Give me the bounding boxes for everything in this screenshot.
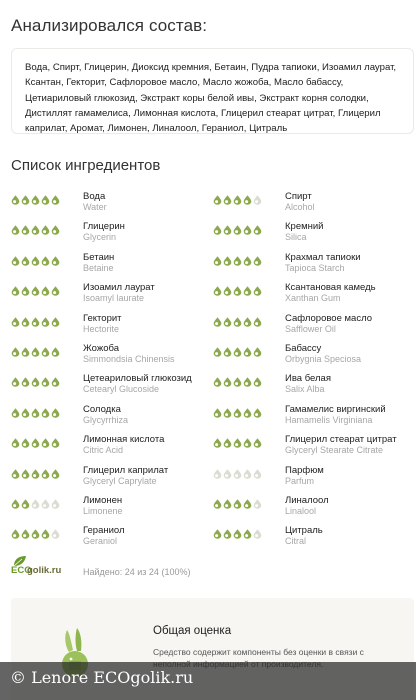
composition-item[interactable]: Сафлоровое масло: [109, 77, 198, 89]
drop-icon: [253, 225, 262, 235]
drop-icon: [213, 408, 222, 418]
drop-icon: [213, 438, 222, 448]
drop-icon: [233, 499, 242, 509]
drop-icon: [21, 347, 30, 357]
drop-icon: [233, 469, 242, 479]
ingredient-row[interactable]: [11, 191, 211, 221]
ingredient-latin: Limonene: [83, 506, 123, 516]
composition-separator: ,: [126, 62, 132, 73]
rating-drops: [213, 225, 262, 235]
rating-drops: [11, 225, 60, 235]
ingredient-latin: Citric Acid: [83, 445, 124, 456]
ingredient-name: Крахмал тапиоки: [285, 251, 361, 263]
ingredient-latin: Glyceryl Stearate Citrate: [285, 445, 384, 456]
ingredient-row[interactable]: [213, 434, 413, 464]
drop-icon: [253, 529, 262, 539]
ingredient-name: Бетаин: [83, 251, 115, 263]
ingredient-latin: Geraniol: [83, 536, 118, 547]
drop-icon: [31, 377, 40, 387]
ingredient-name: Парфюм: [285, 464, 324, 476]
composition-item[interactable]: Экстракт корня солодки: [259, 92, 366, 104]
drop-icon: [31, 408, 40, 418]
composition-item[interactable]: Изоамил лаурат: [322, 62, 394, 73]
drop-icon: [51, 499, 60, 509]
ingredient-name: Ксантановая камедь: [285, 282, 376, 294]
drop-icon: [253, 499, 262, 509]
drop-icon: [51, 408, 60, 418]
drop-icon: [253, 256, 262, 266]
composition-separator: ,: [47, 62, 53, 73]
ingredient-row[interactable]: [213, 191, 413, 221]
ingredient-row[interactable]: [213, 525, 413, 555]
drop-icon: [243, 499, 252, 509]
ingredient-row[interactable]: [11, 465, 211, 495]
ingredient-row[interactable]: [11, 434, 211, 464]
ingredient-latin: Parfum: [285, 475, 315, 486]
ingredient-row[interactable]: [213, 252, 413, 282]
composition-item[interactable]: Пудра тапиоки: [251, 62, 317, 73]
rating-drops: [11, 499, 60, 509]
drop-icon: [21, 469, 30, 479]
ingredient-row[interactable]: [213, 465, 413, 495]
drop-icon: [213, 286, 222, 296]
drop-icon: [233, 408, 242, 418]
composition-separator: ,: [209, 62, 215, 73]
drop-icon: [223, 499, 232, 509]
ingredient-name: Солодка: [83, 403, 121, 415]
drop-icon: [223, 195, 232, 205]
drop-icon: [223, 347, 232, 357]
composition-separator: ,: [102, 123, 108, 135]
drop-icon: [253, 408, 262, 418]
composition-box: [11, 48, 414, 134]
composition-separator: ,: [245, 62, 252, 73]
drop-icon: [41, 317, 50, 327]
drop-icon: [213, 529, 222, 539]
ingredient-row[interactable]: [11, 525, 211, 555]
ingredient-name: Лимонен: [83, 495, 123, 506]
composition-separator: ,: [215, 107, 221, 119]
drop-icon: [21, 256, 30, 266]
drop-icon: [223, 438, 232, 448]
drop-icon: [213, 317, 222, 327]
ingredient-latin: Isoamyl laurate: [83, 293, 145, 304]
composition-separator: ,: [340, 77, 344, 89]
rating-drops: [213, 469, 262, 479]
drop-icon: [31, 499, 40, 509]
drop-icon: [21, 499, 30, 509]
drop-icon: [213, 225, 222, 235]
ingredient-name: Глицерин: [83, 221, 125, 233]
drop-icon: [233, 256, 242, 266]
composition-item[interactable]: Диоксид кремния: [131, 62, 210, 73]
ingredient-name: Спирт: [285, 191, 312, 202]
composition-separator: ,: [134, 92, 141, 104]
drop-icon: [223, 408, 232, 418]
composition-item[interactable]: Лимонен: [107, 123, 148, 135]
ingredient-latin: Silica: [285, 232, 307, 243]
drop-icon: [243, 377, 252, 387]
ingredient-latin: Hectorite: [83, 323, 120, 334]
rating-drops: [11, 408, 60, 418]
ingredient-latin: Simmondsia Chinensis: [83, 354, 175, 364]
rating-drops: [11, 529, 60, 539]
drop-icon: [31, 317, 40, 327]
ingredient-latin: Xanthan Gum: [285, 293, 341, 304]
rating-drops: [213, 499, 262, 509]
drop-icon: [233, 225, 242, 235]
composition-separator: ,: [197, 77, 203, 89]
drop-icon: [51, 469, 60, 479]
drop-icon: [11, 256, 20, 266]
composition-separator: ,: [366, 92, 369, 104]
drop-icon: [51, 377, 60, 387]
composition-item[interactable]: Масло бабассу: [274, 77, 341, 89]
drop-icon: [41, 377, 50, 387]
rating-drops: [11, 286, 60, 296]
ingredient-row[interactable]: [213, 495, 413, 525]
drop-icon: [233, 317, 242, 327]
ingredient-name: Жожоба: [83, 343, 119, 354]
drop-icon: [11, 286, 20, 296]
composition-title: Анализировался состав:: [11, 16, 208, 35]
ingredient-name: Цетеариловый глюкозид: [83, 373, 192, 385]
composition-item[interactable]: Вода: [25, 62, 48, 73]
score-text: Средство содержит компоненты без оценки в связи с: [153, 647, 364, 657]
drop-icon: [41, 499, 50, 509]
composition-item[interactable]: Глицерил стеарат цитрат: [221, 107, 333, 119]
drop-icon: [31, 225, 40, 235]
rating-drops: [213, 347, 262, 357]
ingredient-name: Ива белая: [285, 373, 331, 385]
drop-icon: [223, 225, 232, 235]
drop-icon: [21, 377, 30, 387]
drop-icon: [213, 377, 222, 387]
drop-icon: [51, 225, 60, 235]
drop-icon: [11, 499, 20, 509]
drop-icon: [41, 195, 50, 205]
ingredients-title: Список ингредиентов: [11, 157, 161, 174]
drop-icon: [31, 347, 40, 357]
drop-icon: [243, 256, 252, 266]
rating-drops: [11, 438, 60, 448]
drop-icon: [243, 529, 252, 539]
ingredient-row[interactable]: [11, 404, 211, 434]
ingredient-row[interactable]: [11, 373, 211, 403]
composition-separator: ,: [316, 62, 323, 73]
ingredient-name: Сафлоровое масло: [285, 312, 373, 324]
drop-icon: [223, 529, 232, 539]
drop-icon: [213, 469, 222, 479]
drop-icon: [11, 408, 20, 418]
ingredient-name: Гераниол: [83, 525, 125, 537]
logo-eco-text: ECO: [11, 565, 32, 576]
drop-icon: [21, 317, 30, 327]
ingredient-row[interactable]: [213, 313, 413, 343]
drop-icon: [253, 438, 262, 448]
drop-icon: [11, 469, 20, 479]
drop-icon: [243, 317, 252, 327]
drop-icon: [11, 317, 20, 327]
ingredient-row[interactable]: [213, 404, 413, 434]
ingredient-row[interactable]: [213, 373, 413, 403]
ingredient-name: Бабассу: [285, 343, 322, 354]
ingredient-row[interactable]: [11, 495, 211, 525]
ingredient-name: Гамамелис виргинский: [285, 403, 386, 415]
composition-item[interactable]: Аромат: [70, 123, 103, 135]
rating-drops: [213, 256, 262, 266]
composition-item[interactable]: Масло жожоба: [202, 77, 269, 89]
drop-icon: [223, 286, 232, 296]
drop-icon: [41, 408, 50, 418]
found-count: Найдено: 24 из 24 (100%): [83, 567, 191, 577]
rating-drops: [213, 195, 262, 205]
drop-icon: [51, 286, 60, 296]
composition-item[interactable]: Ксантан: [25, 77, 61, 89]
drop-icon: [11, 438, 20, 448]
ingredient-row[interactable]: [213, 221, 413, 251]
watermark-text: © Lenore ECOgolik.ru: [10, 668, 194, 687]
ingredient-latin: Glyceryl Caprylate: [83, 475, 157, 486]
rating-drops: [11, 256, 60, 266]
drop-icon: [253, 317, 262, 327]
ingredient-name: Линалоол: [285, 495, 329, 506]
ingredient-name: Изоамил лаурат: [83, 282, 155, 294]
rating-drops: [213, 317, 262, 327]
drop-icon: [233, 347, 242, 357]
drop-icon: [253, 377, 262, 387]
ingredient-row[interactable]: [11, 252, 211, 282]
ingredient-latin: Glycerin: [83, 232, 117, 243]
drop-icon: [31, 438, 40, 448]
composition-item[interactable]: Цитраль: [249, 123, 288, 135]
drop-icon: [51, 347, 60, 357]
composition-separator: ,: [64, 123, 71, 135]
ingredient-latin: Hamamelis Virginiana: [285, 414, 373, 425]
drop-icon: [21, 529, 30, 539]
composition-item[interactable]: Экстракт коры белой ивы: [140, 92, 255, 104]
drop-icon: [21, 438, 30, 448]
ingredient-name: Глицерил каприлат: [83, 464, 169, 476]
logo-golik-text: golik.ru: [27, 565, 62, 576]
drop-icon: [51, 529, 60, 539]
composition-separator: ,: [104, 77, 110, 89]
composition-item[interactable]: Гекторит: [66, 77, 105, 89]
drop-icon: [213, 195, 222, 205]
drop-icon: [253, 347, 262, 357]
drop-icon: [223, 256, 232, 266]
drop-icon: [253, 286, 262, 296]
ingredient-latin: Salix Alba: [285, 384, 325, 395]
drop-icon: [31, 286, 40, 296]
composition-separator: ,: [393, 62, 397, 73]
drop-icon: [31, 256, 40, 266]
composition-item[interactable]: Глицерин: [84, 62, 127, 73]
composition-item[interactable]: Линалоол: [152, 123, 197, 135]
drop-icon: [243, 225, 252, 235]
composition-separator: ,: [147, 123, 153, 135]
ingredient-name: Кремний: [285, 221, 324, 233]
drop-icon: [31, 195, 40, 205]
drop-icon: [223, 377, 232, 387]
drop-icon: [11, 347, 20, 357]
composition-separator: ,: [243, 123, 250, 135]
ingredient-latin: Linalool: [285, 506, 317, 516]
drop-icon: [243, 195, 252, 205]
composition-item[interactable]: Цетиариловый глюкозид: [25, 92, 135, 104]
ingredient-latin: Safflower Oil: [285, 323, 336, 334]
ingredient-latin: Water: [83, 202, 107, 212]
drop-icon: [233, 195, 242, 205]
composition-separator: ,: [128, 107, 134, 119]
drop-icon: [213, 256, 222, 266]
ingredient-name: Гекторит: [83, 312, 122, 324]
ingredient-name: Лимонная кислота: [83, 434, 165, 446]
drop-icon: [31, 469, 40, 479]
composition-item[interactable]: Бетаин: [214, 62, 246, 73]
ingredient-latin: Citral: [285, 536, 307, 547]
rating-drops: [11, 347, 60, 357]
rating-drops: [11, 377, 60, 387]
ingredient-name: Глицерил стеарат цитрат: [285, 434, 397, 446]
ecogolik-logo[interactable]: [11, 556, 75, 582]
rating-drops: [213, 438, 262, 448]
drop-icon: [213, 499, 222, 509]
drop-icon: [243, 469, 252, 479]
rating-drops: [213, 286, 262, 296]
composition-separator: ,: [254, 92, 260, 104]
drop-icon: [243, 347, 252, 357]
composition-separator: ,: [60, 77, 67, 89]
ingredient-row[interactable]: [213, 343, 413, 373]
rating-drops: [213, 408, 262, 418]
drop-icon: [213, 347, 222, 357]
rating-drops: [11, 195, 60, 205]
ingredient-latin: Alcohol: [285, 202, 315, 212]
ingredient-latin: Tapioca Starch: [285, 262, 345, 273]
drop-icon: [41, 529, 50, 539]
drop-icon: [233, 377, 242, 387]
composition-item[interactable]: Лимонная кислота: [133, 107, 216, 119]
drop-icon: [21, 408, 30, 418]
drop-icon: [31, 529, 40, 539]
rating-drops: [213, 377, 262, 387]
drop-icon: [243, 438, 252, 448]
ingredient-row[interactable]: [213, 282, 413, 312]
drop-icon: [253, 469, 262, 479]
drop-icon: [253, 195, 262, 205]
ingredient-row[interactable]: [11, 282, 211, 312]
composition-separator: ,: [332, 107, 338, 119]
drop-icon: [41, 256, 50, 266]
ingredient-latin: Betaine: [83, 262, 114, 273]
composition-separator: ,: [268, 77, 274, 89]
drop-icon: [41, 469, 50, 479]
ingredient-latin: Orbygnia Speciosa: [285, 354, 362, 364]
ingredient-name: Цитраль: [285, 525, 323, 537]
drop-icon: [11, 195, 20, 205]
drop-icon: [51, 438, 60, 448]
ingredient-latin: Cetearyl Glucoside: [83, 384, 160, 395]
composition-item[interactable]: Спирт: [52, 62, 79, 73]
ingredient-row[interactable]: [11, 343, 211, 373]
rating-drops: [11, 317, 60, 327]
drop-icon: [41, 347, 50, 357]
drop-icon: [233, 286, 242, 296]
drop-icon: [243, 408, 252, 418]
composition-item[interactable]: Гераниол: [201, 123, 244, 135]
drop-icon: [233, 529, 242, 539]
drop-icon: [11, 529, 20, 539]
rating-drops: [213, 529, 262, 539]
score-title: Общая оценка: [153, 625, 232, 637]
ingredient-name: Вода: [83, 191, 106, 202]
drop-icon: [51, 195, 60, 205]
drop-icon: [223, 317, 232, 327]
drop-icon: [21, 286, 30, 296]
drop-icon: [233, 438, 242, 448]
drop-icon: [41, 438, 50, 448]
drop-icon: [51, 317, 60, 327]
drop-icon: [21, 195, 30, 205]
drop-icon: [243, 286, 252, 296]
composition-separator: ,: [78, 62, 85, 73]
composition-item[interactable]: Глицерил каприлат: [25, 107, 381, 135]
ingredient-row[interactable]: [11, 221, 211, 251]
drop-icon: [21, 225, 30, 235]
ingredient-row[interactable]: [11, 313, 211, 343]
drop-icon: [223, 469, 232, 479]
composition-item[interactable]: Дистиллят гамамелиса: [25, 107, 129, 119]
rating-drops: [11, 469, 60, 479]
drop-icon: [41, 286, 50, 296]
drop-icon: [11, 377, 20, 387]
drop-icon: [41, 225, 50, 235]
drop-icon: [11, 225, 20, 235]
drop-icon: [51, 256, 60, 266]
composition-separator: ,: [196, 123, 202, 135]
ingredient-latin: Glycyrrhiza: [83, 414, 129, 425]
